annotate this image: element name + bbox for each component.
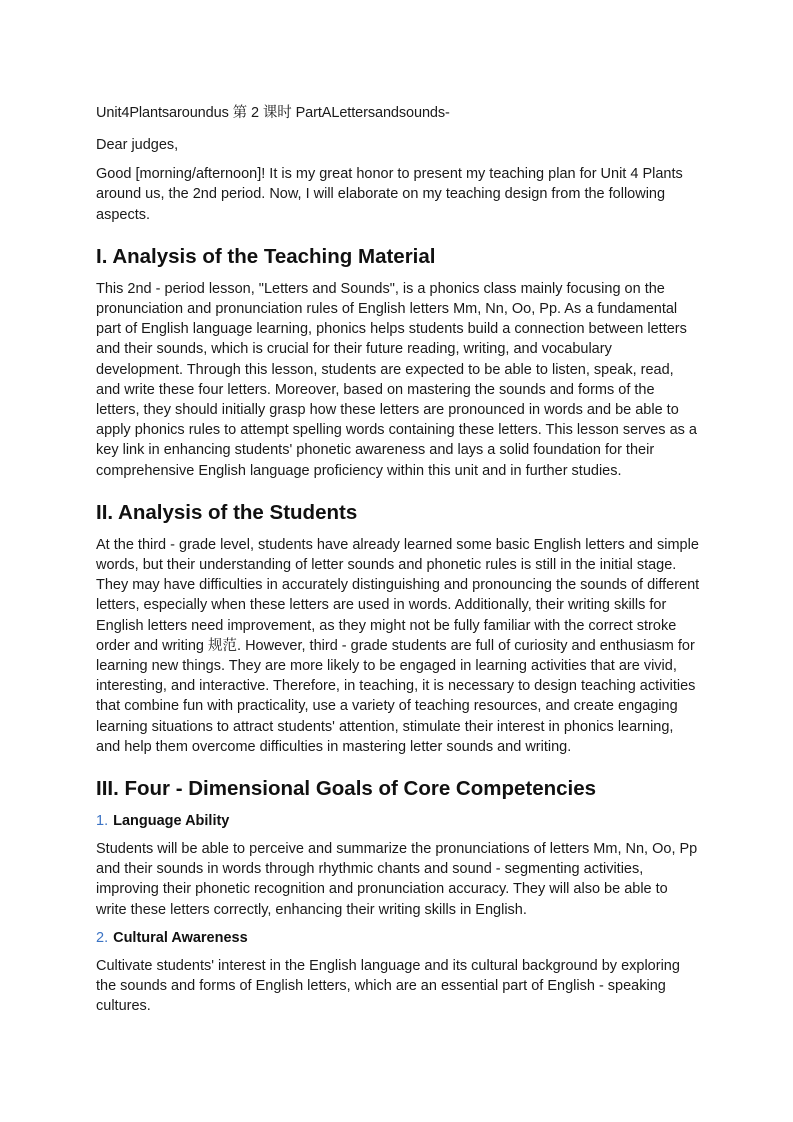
section-heading-teaching-material: I. Analysis of the Teaching Material [96,244,436,268]
section-body-teaching-material: This 2nd - period lesson, "Letters and Sounds", is a phonics class mainly focusing on the pronunciation and pronunciation rules of English letters Mm, Nn, Oo, Pp. As a fundamental part of English language learning, phonics helps students build a connection between letters and their sounds, which is crucial for their future reading, writing, and vocabulary development. Through this lesson, students are expected to be able to listen, speak, read, and write these four letters. Moreover, based on mastering the sounds and forms of the letters, they should initially grasp how these letters are pronounced in words and be able to apply phonics rules to attempt spelling words containing these letters. This lesson serves as a key link in enhancing students' phonetic awareness and lays a solid foundation for their comprehensive English language proficiency within this unit and in further studies. [96,280,697,479]
goal-number: 1. [96,813,109,830]
goal-heading-language-ability [96,811,700,831]
greeting: Dear judges, [96,137,179,153]
goal-body-cultural-awareness: Cultivate students' interest in the English language and its cultural background by exploring the sounds and forms of English letters, which are an essential part of English - speaking cultures. [96,957,680,1015]
section-heading-goals: III. Four - Dimensional Goals of Core Competencies [96,777,597,801]
goal-title: Language Ability [113,813,230,830]
goal-body-language-ability: Students will be able to perceive and summarize the pronunciations of letters Mm, Nn, Oo, Pp and their sounds in words through rhythmic chants and sound - segmenting activities, improving their phonetic recognition and pronunciation accuracy. They will also be able to write these letters correctly, enhancing their writing skills in English. [96,841,698,918]
goal-title: Cultural Awareness [113,929,248,946]
goal-heading-cultural-awareness [96,928,700,948]
goal-number: 2. [96,929,109,946]
intro-paragraph: Good [morning/afternoon]! It is my great honor to present my teaching plan for Unit 4 Plants around us, the 2nd period. Now, I will elaborate on my teaching design from the following aspects. [96,166,683,223]
section-heading-students: II. Analysis of the Students [96,500,358,524]
document-title: Unit4Plantsaroundus 第 2 课时 PartALettersandsounds- [96,105,450,121]
document-page [96,103,700,1025]
section-body-students: At the third - grade level, students have already learned some basic English letters and simple words, but their understanding of letter sounds and phonetic rules is still in the initial stage. They may have difficulties in accurately distinguishing and pronouncing the sounds of different letters, especially when these letters are used in words. Additionally, their writing skills for English letters need improvement, as they might not be fully familiar with the correct stroke order and writing 规范. However, third - grade students are full of curiosity and enthusiasm for learning new things. They are more likely to be engaged in learning activities that are vivid, interesting, and interactive. Therefore, in teaching, it is necessary to design teaching activities that combine fun with practicality, use a variety of teaching resources, and create engaging learning situations to attract students' attention, stimulate their interest in phonics learning, and help them overcome difficulties in mastering letter sounds and writing. [96,536,700,755]
